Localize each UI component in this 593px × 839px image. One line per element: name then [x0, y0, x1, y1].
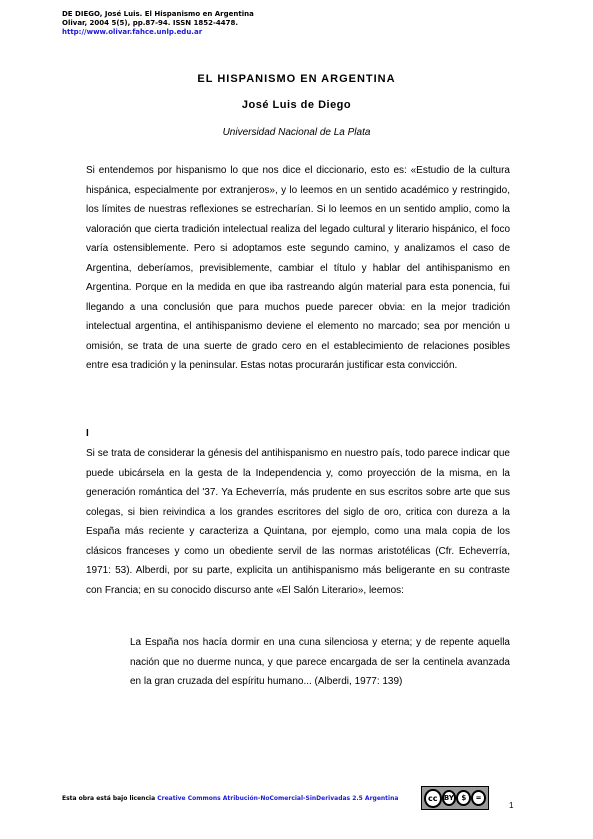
license-link[interactable]: Creative Commons Atribución-NoComercial-SinDerivadas 2.5 Argentina [157, 795, 399, 802]
intro-paragraph: Si entendemos por hispanismo lo que nos dice el diccionario, esto es: «Estudio de la cultura hispánica, especialmente por extranjeros», y lo leemos en un sentido académico y restringido, los límites de nuestras reflexiones se estrecharían. Si lo leemos en un sentido amplio, como la valoración que cierta tradición intelectual realiza del legado cultural y literario hispánico, el foco varía ostensiblemente. Pero si adoptamos este segundo camino, y analizamos el caso de Argentina, deberíamos, previsiblemente, cambiar el título y hablar del antihispanismo en Argentina. Porque en la medida en que iba rastreando algún material para esta ponencia, fui llegando a una conclusión que para muchos puede parecer obvia: en la mejor tradición intelectual argentina, el antihispanismo deviene el elemento no marcado; sea por mención u omisión, se trata de una suerte de grado cero en el establecimiento de relaciones posibles entre esa tradición y la peninsular. Estas notas procurarán justificar esta convicción. [86, 165, 510, 371]
by-icon: BY [442, 790, 457, 806]
citation-line-1: DE DIEGO, José Luis. El Hispanismo en Argentina [62, 10, 254, 18]
cc-icon: cc [424, 789, 442, 808]
license-prefix: Esta obra está bajo licencia [62, 795, 158, 802]
citation-url-link[interactable]: http://www.olivar.fahce.unlp.edu.ar [62, 28, 203, 36]
citation-line-2: Olivar, 2004 5(5), pp.87-94. ISSN 1852-4478. [62, 19, 239, 27]
license-notice [62, 795, 398, 802]
author-affiliation: Universidad Nacional de La Plata [222, 127, 371, 138]
article-author: José Luis de Diego [241, 99, 352, 111]
nc-icon: $ [456, 790, 471, 806]
cc-license-badge[interactable] [421, 786, 489, 810]
nd-icon: = [471, 790, 486, 806]
citation-header [62, 10, 254, 37]
page-number: 1 [509, 801, 514, 810]
section-heading: I [86, 428, 89, 439]
section-paragraph: Si se trata de considerar la génesis del antihispanismo en nuestro país, todo parece indicar que puede ubicársela en la gesta de la Independencia y, como proyección de la misma, en la generación romántica del '37. Ya Echeverría, más prudente en sus escritos sobre arte que sus colegas, si bien reivindica a los grandes escritores del siglo de oro, critica con dureza a la España más reciente y caracteriza a Quintana, por ejemplo, como una mala copia de los clásicos franceses y como un obediente servil de las normas aristotélicas (Cfr. Echeverría, 1971: 53). Alberdi, por su parte, explicita un antihispanismo más beligerante en su contraste con Francia; en su conocido discurso ante «El Salón Literario», leemos: [86, 448, 510, 596]
block-quote: La España nos hacía dormir en una cuna silenciosa y eterna; y de repente aquella nación que no duerme nunca, y que parece encargada de ser la centinela avanzada en la gran cruzada del espíritu humano... (Alberdi, 1977: 139) [130, 637, 510, 687]
article-title: EL HISPANISMO EN ARGENTINA [197, 73, 396, 85]
